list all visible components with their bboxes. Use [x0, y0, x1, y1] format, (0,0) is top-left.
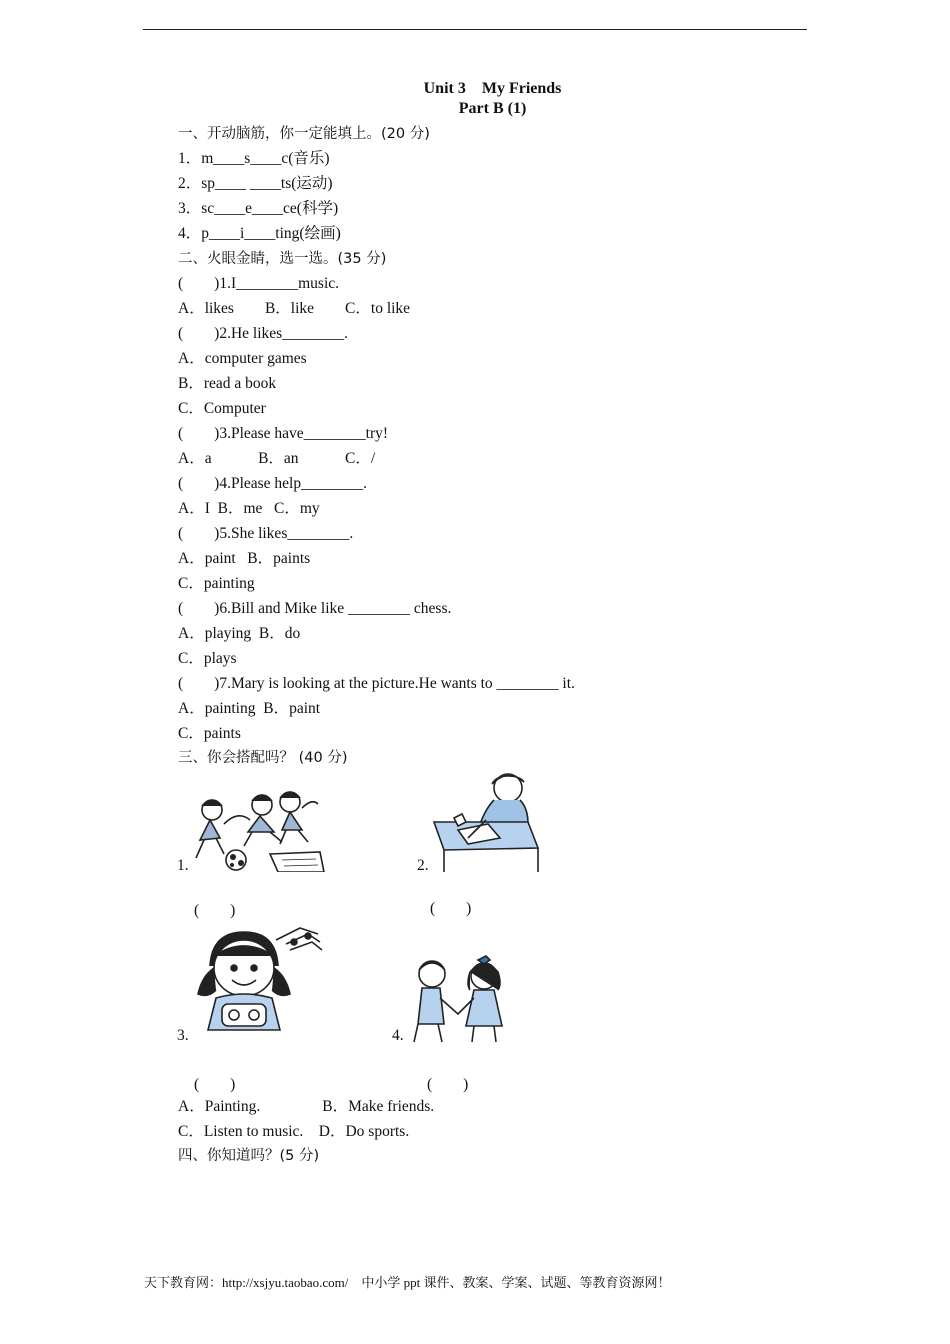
question-4-options: A．I B．me C．my — [178, 500, 320, 517]
question-7-options-ab: A．painting B．paint — [178, 700, 321, 717]
page-title: Unit 3 My Friends — [423, 80, 562, 97]
question-6: ( )6.Bill and Mike like ________ chess. — [178, 600, 452, 617]
fill-item-4: 4．p____i____ting(绘画) — [178, 225, 341, 242]
fill-item-1: 1．m____s____c(音乐) — [178, 150, 330, 167]
question-1: ( )1.I________music. — [178, 275, 340, 292]
picture-make-friends — [404, 954, 514, 1042]
picture-painting — [428, 768, 540, 872]
section-2-heading: 二、火眼金睛，选一选。(35 分) — [178, 251, 387, 267]
section-4-heading: 四、你知道吗？(5 分) — [178, 1148, 320, 1164]
match-options-cd: C．Listen to music. D．Do sports. — [178, 1123, 410, 1140]
question-3-options: A．a B．an C．/ — [178, 450, 376, 467]
question-1-options: A．likes B．like C．to like — [178, 300, 411, 317]
answer-blank-2[interactable]: ( ) — [430, 900, 472, 917]
answer-blank-3[interactable]: ( ) — [194, 1076, 236, 1093]
question-6-option-c: C．plays — [178, 650, 237, 667]
question-7: ( )7.Mary is looking at the picture.He wants to ________ it. — [178, 675, 575, 692]
page-subtitle: Part B (1) — [458, 100, 527, 117]
page-footer: 天下教育网：http://xsjyu.taobao.com/ 中小学 ppt 课件、教案、学案、试题、等教育资源网！ — [144, 1275, 671, 1290]
match-number-1: 1. — [177, 857, 189, 874]
question-5: ( )5.She likes________. — [178, 525, 354, 542]
question-5-option-c: C．painting — [178, 575, 255, 592]
question-2-option-c: C．Computer — [178, 400, 266, 417]
match-options-ab: A．Painting. B．Make friends. — [178, 1098, 435, 1115]
match-number-3: 3. — [177, 1027, 189, 1044]
question-5-options-ab: A．paint B．paints — [178, 550, 311, 567]
fill-item-2: 2．sp____ ____ts(运动) — [178, 175, 333, 192]
picture-listen-to-music — [190, 920, 326, 1042]
section-1-heading: 一、开动脑筋，你一定能填上。(20 分) — [178, 126, 430, 142]
match-number-4: 4. — [392, 1027, 404, 1044]
question-2-option-a: A．computer games — [178, 350, 307, 367]
fill-item-3: 3．sc____e____ce(科学) — [178, 200, 339, 217]
answer-blank-1[interactable]: ( ) — [194, 902, 236, 919]
answer-blank-4[interactable]: ( ) — [427, 1076, 469, 1093]
question-7-option-c: C．paints — [178, 725, 241, 742]
section-3-heading: 三、你会搭配吗？ (40 分) — [178, 750, 348, 766]
question-2-option-b: B．read a book — [178, 375, 277, 392]
header-rule — [143, 29, 807, 30]
question-4: ( )4.Please help________. — [178, 475, 367, 492]
picture-do-sports — [190, 780, 326, 872]
match-number-2: 2. — [417, 857, 429, 874]
question-6-options-ab: A．playing B．do — [178, 625, 301, 642]
question-3: ( )3.Please have________try! — [178, 425, 389, 442]
question-2: ( )2.He likes________. — [178, 325, 349, 342]
